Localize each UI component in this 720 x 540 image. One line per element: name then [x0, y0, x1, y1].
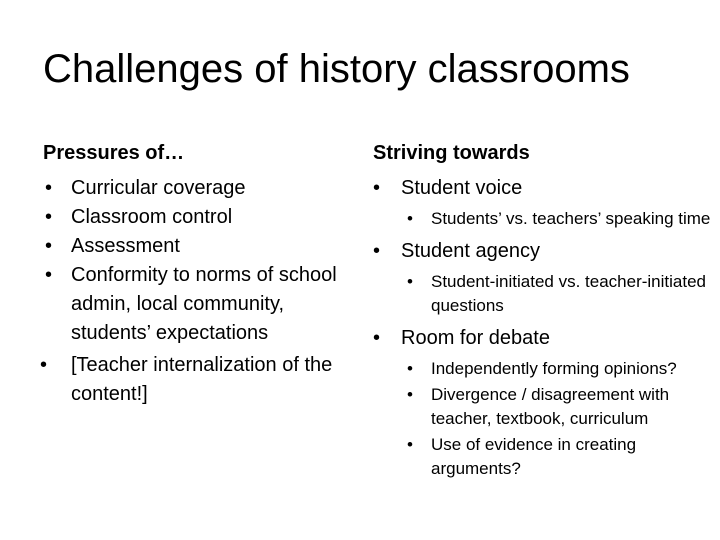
slide-title: Challenges of history classrooms	[43, 47, 630, 91]
list-item: • Assessment	[43, 232, 358, 261]
list-item-extra: • [Teacher internalization of the content!]	[43, 351, 358, 409]
left-column	[40, 138, 358, 409]
bullet-icon: •	[373, 177, 381, 199]
pressures-list	[43, 174, 358, 348]
sub-list-item: • Students’ vs. teachers’ speaking time	[373, 207, 718, 231]
bullet-icon: •	[373, 327, 381, 349]
list-item: • Conformity to norms of school admin, local community, students’ expectations	[43, 261, 358, 348]
sub-list	[373, 270, 718, 318]
bullet-icon: •	[45, 206, 53, 228]
sub-list	[373, 357, 718, 481]
sub-list-item: • Use of evidence in creating arguments?	[407, 435, 637, 478]
left-heading: Pressures of…	[43, 142, 185, 164]
bullet-icon: •	[373, 240, 381, 262]
group-room-for-debate	[373, 324, 718, 481]
bullet-icon: •	[407, 209, 413, 228]
bullet-icon: •	[407, 272, 413, 291]
sub-list-item: • Independently forming opinions?	[373, 357, 718, 381]
right-column	[373, 138, 718, 487]
sub-list-item: • Divergence / disagreement with teacher, textbook, curriculum	[407, 385, 670, 428]
bullet-icon: •	[45, 235, 53, 257]
list-item: • Room for debate	[373, 324, 718, 353]
bullet-icon: •	[407, 385, 413, 404]
list-item: • Student agency	[373, 237, 718, 266]
bullet-icon: •	[45, 177, 53, 199]
sub-list	[373, 207, 718, 231]
list-item: • Student voice	[373, 174, 718, 203]
bullet-icon: •	[45, 264, 53, 286]
group-student-voice	[373, 174, 718, 231]
bullet-icon: •	[407, 435, 413, 454]
bullet-icon: •	[40, 354, 48, 376]
bullet-icon: •	[407, 359, 413, 378]
list-item: • Classroom control	[43, 203, 358, 232]
group-student-agency	[373, 237, 718, 318]
sub-list-item: • Student-initiated vs. teacher-initiated questions	[407, 272, 706, 315]
right-heading: Striving towards	[373, 142, 530, 164]
list-item: • Curricular coverage	[43, 174, 358, 203]
